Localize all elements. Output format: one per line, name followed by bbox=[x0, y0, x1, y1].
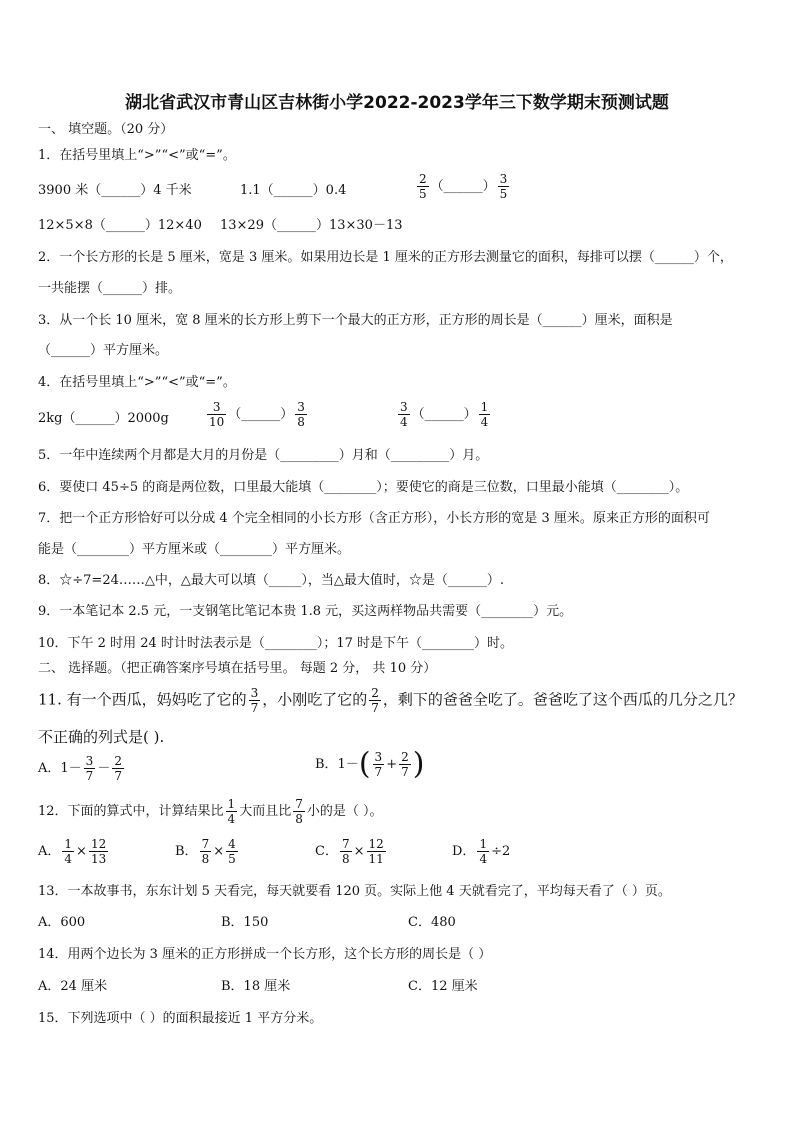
q4-item-a: 2kg（______）2000g bbox=[38, 411, 169, 426]
section-heading-fill: 一、 填空题。（20 分） bbox=[38, 122, 174, 137]
question-2-line1: 2．一个长方形的长是 5 厘米，宽是 3 厘米。如果用边长是 1 厘米的正方形去测量它的面积，每排可以摆（______）个， bbox=[38, 250, 733, 265]
q12-option-d: D． $\frac{1}{4}$ ÷2 bbox=[452, 837, 511, 866]
q1-item-c: $\frac{2}{5}$ （______） $\frac{3}{5}$ bbox=[419, 172, 508, 201]
q11-option-a: A．1－ $\frac{3}{7}$ － $\frac{2}{7}$ bbox=[38, 754, 122, 783]
question-5: 5．一年中连续两个月都是大月的月份是（_________）月和（_________）月。 bbox=[38, 448, 489, 463]
page-title: 湖北省武汉市青山区吉林街小学2022-2023学年三下数学期末预测试题 bbox=[125, 93, 669, 113]
q12-option-a: A． $\frac{1}{4}$ × $\frac{12}{13}$ bbox=[38, 837, 107, 866]
q13-option-c: C．480 bbox=[408, 915, 456, 930]
q14-option-a: A．24 厘米 bbox=[38, 979, 108, 994]
q11-option-b: B．1－( $\frac{3}{7}$ + $\frac{2}{7}$ ) bbox=[315, 746, 425, 782]
question-7-line2: 能是（________）平方厘米或（________）平方厘米。 bbox=[38, 542, 351, 557]
question-7-line1: 7．把一个正方形恰好可以分成 4 个完全相同的小长方形（含正方形），小长方形的宽是 3 厘米。原来正方形的面积可 bbox=[38, 511, 710, 526]
question-3-line1: 3．从一个长 10 厘米，宽 8 厘米的长方形上剪下一个最大的正方形，正方形的周长是（______）厘米，面积是 bbox=[38, 313, 673, 328]
question-14-stem: 14．用两个边长为 3 厘米的正方形拼成一个长方形，这个长方形的周长是（ ） bbox=[38, 947, 492, 962]
question-11-line2: 不正确的列式是( ). bbox=[38, 728, 165, 746]
question-3-line2: （______）平方厘米。 bbox=[38, 343, 169, 358]
question-11-line1: 11. 有一个西瓜，妈妈吃了它的 $\frac{3}{7}$ ，小刚吃了它的 $\frac{2}{7}$ ，剩下的爸爸全吃了。爸爸吃了这个西瓜的几分之几？ bbox=[38, 686, 743, 715]
q4-item-b: $\frac{3}{10}$ （______） $\frac{3}{8}$ bbox=[209, 400, 305, 429]
question-2-line2: 一共能摆（______）排。 bbox=[38, 281, 182, 296]
q14-option-c: C．12 厘米 bbox=[408, 979, 478, 994]
question-1-stem: 1．在括号里填上“>”“<”或“=”。 bbox=[38, 148, 236, 163]
q12-option-b: B． $\frac{7}{8}$ × $\frac{4}{5}$ bbox=[175, 837, 236, 866]
q1-item-a: 3900 米（______）4 千米 bbox=[38, 183, 192, 198]
q1-item-d: 12×5×8（______）12×40 bbox=[38, 218, 202, 233]
question-12-stem: 12．下面的算式中，计算结果比 $\frac{1}{4}$ 大而且比 $\frac{7}{8}$ 小的是（ ）。 bbox=[38, 797, 383, 826]
q13-option-b: B．150 bbox=[221, 915, 269, 930]
q12-option-c: C． $\frac{7}{8}$ × $\frac{12}{11}$ bbox=[315, 837, 384, 866]
q1-item-b: 1.1（______）0.4 bbox=[240, 183, 347, 198]
question-10: 10．下午 2 时用 24 时计时法表示是（________）；17 时是下午（________）时。 bbox=[38, 636, 514, 651]
question-13-stem: 13．一本故事书，东东计划 5 天看完，每天就要看 120 页。实际上他 4 天就看完了，平均每天看了（ ）页。 bbox=[38, 884, 671, 899]
q14-option-b: B．18 厘米 bbox=[221, 979, 291, 994]
q13-option-a: A．600 bbox=[38, 915, 86, 930]
q1-item-e: 13×29（______）13×30－13 bbox=[220, 218, 403, 233]
question-6: 6．要使口 45÷5 的商是两位数，口里最大能填（________）；要使它的商是三位数，口里最小能填（________）。 bbox=[38, 480, 689, 495]
q4-item-c: $\frac{3}{4}$ （______） $\frac{1}{4}$ bbox=[400, 400, 489, 429]
question-15-stem: 15．下列选项中（ ）的面积最接近 1 平方分米。 bbox=[38, 1011, 323, 1026]
question-8: 8．☆÷7=24……△中，△最大可以填（_____），当△最大值时，☆是（______）. bbox=[38, 573, 504, 588]
question-4-stem: 4．在括号里填上“>”“<”或“=”。 bbox=[38, 375, 236, 390]
section-heading-choice: 二、 选择题。（把正确答案序号填在括号里。 每题 2 分， 共 10 分） bbox=[38, 661, 437, 676]
question-9: 9．一本笔记本 2.5 元，一支钢笔比笔记本贵 1.8 元，买这两样物品共需要（________）元。 bbox=[38, 604, 573, 619]
